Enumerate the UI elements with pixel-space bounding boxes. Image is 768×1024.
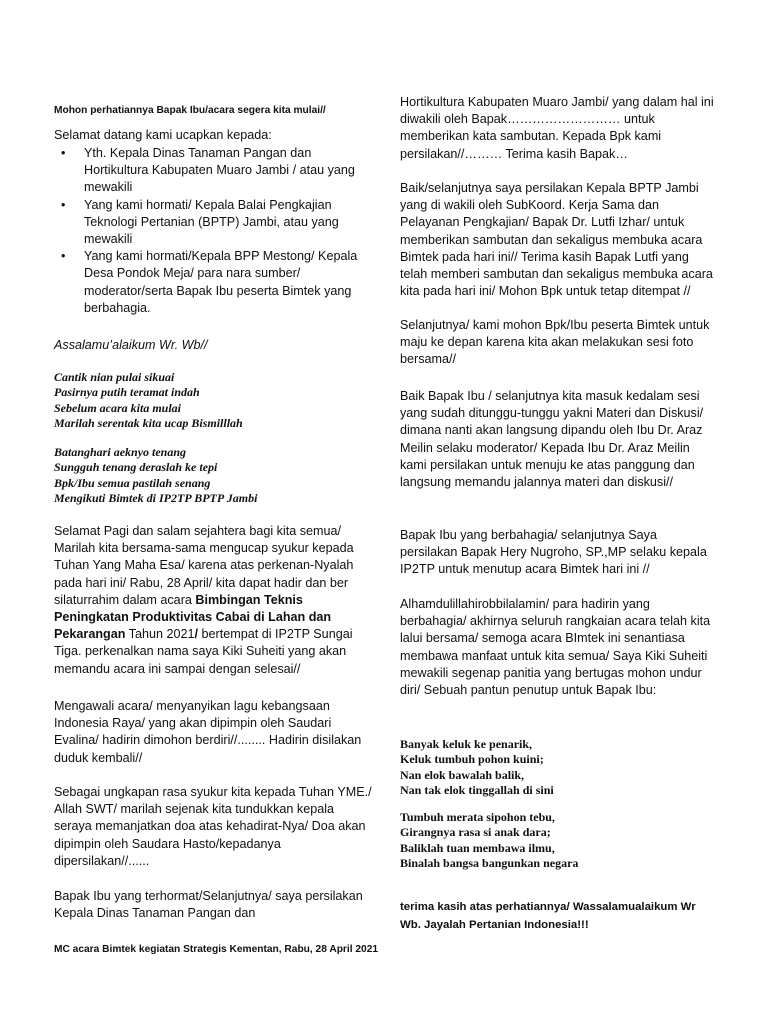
event-year: Tahun 2021 bbox=[125, 627, 195, 642]
pantun-line: Cantik nian pulai sikuai bbox=[54, 370, 175, 384]
pantun-line: Tumbuh merata sipohon tebu, bbox=[400, 810, 555, 824]
pantun-3 bbox=[400, 737, 716, 799]
anthem-paragraph: Mengawali acara/ menyanyikan lagu kebangsaan Indonesia Raya/ yang akan dipimpin oleh Saudari Evalina/ hadirin dimohon berdiri//........ Hadirin disilakan duduk kembali// bbox=[54, 699, 362, 765]
guest-item: • Yang kami hormati/Kepala BPP Mestong/ Kepala Desa Pondok Meja/ para nara sumber/ moderator/serta Bapak Ibu peserta Bimtek yang berbahagia. bbox=[61, 248, 374, 317]
pantun-line: Mengikuti Bimtek di IP2TP BPTP Jambi bbox=[54, 491, 258, 506]
opening-speech-paragraph: Baik/selanjutnya saya persilakan Kepala BPTP Jambi yang di wakili oleh SubKoord. Kerja Sama dan Pelayanan Pengkajian/ Bapak Dr. Lutfi Izhar/ untuk memberikan sambutan dan sekaligus membuka acara Bimtek pada hari ini// Terima kasih Bapak Lutfi yang telah memberi sambutan dan sekaligus membuka acara kita pada hari ini/ Mohon Bpk untuk tetap ditempat // bbox=[400, 181, 713, 299]
salam-text: Assalamu’alaikum Wr. Wb// bbox=[54, 338, 208, 352]
pantun-line: Batanghari aeknyo tenang bbox=[54, 445, 187, 459]
pantun-line: Marilah serentak kita ucap Bismilllah bbox=[54, 416, 243, 431]
pantun-line: Bpk/Ibu semua pastilah senang bbox=[54, 475, 211, 490]
closing-text: terima kasih atas perhatiannya/ Wassalamualaikum Wr Wb. Jayalah Pertanian Indonesia!!! bbox=[400, 901, 696, 931]
photo-session-paragraph: Selanjutnya/ kami mohon Bpk/Ibu peserta Bimtek untuk maju ke depan karena kita akan melakukan sesi foto bersama// bbox=[400, 318, 710, 367]
pantun-line: Sungguh tenang deraslah ke tepi bbox=[54, 460, 218, 475]
guest-list bbox=[54, 145, 374, 317]
pantun-line: Nan tak elok tinggallah di sini bbox=[400, 783, 554, 798]
pantun-line: Binalah bangsa bangunkan negara bbox=[400, 856, 579, 871]
slash: / bbox=[194, 627, 199, 642]
event-title: Bimbingan Teknis Peningkatan Produktivitas Cabai di Lahan dan Pekarangan bbox=[54, 592, 332, 642]
opening-text: Selamat Pagi dan salam sejahtera bagi kita semua/ Marilah kita bersama-sama mengucap syukur kepada Tuhan Yang Maha Esa/ karena atas perkenan-Nyalah pada hari ini/ Rabu, 28 April/ kita dapat hadir dan ber silaturrahim dalam acara bbox=[54, 524, 354, 607]
pantun-line: Banyak keluk ke penarik, bbox=[400, 737, 533, 751]
closing-speech-paragraph: Bapak Ibu yang berbahagia/ selanjutnya Saya persilakan Bapak Hery Nugroho, SP.,MP selaku kepala IP2TP untuk menutup acara Bimtek hari ini // bbox=[400, 528, 707, 577]
prayer-paragraph: Sebagai ungkapan rasa syukur kita kepada Tuhan YME./ Allah SWT/ marilah sejenak kita tundukkan kepala seraya memanjatkan doa atas kehadirat-Nya/ Doa akan dipimpin oleh Saudara Hasto/kepadanya dipersilakan//...... bbox=[54, 785, 372, 868]
opening-text-end: bertempat di IP2TP Sungai Tiga. perkenalkan nama saya Kiki Suheiti yang akan memandu acara ini sampai dengan selesai// bbox=[54, 627, 353, 676]
pantun-line: Keluk tumbuh pohon kuini; bbox=[400, 752, 544, 767]
opening-paragraph bbox=[54, 523, 374, 678]
welcome-speech-paragraph: Hortikultura Kabupaten Muaro Jambi/ yang dalam hal ini diwakili oleh Bapak……………………… untuk memberikan kata sambutan. Kepada Bpk kami persilakan//……… Terima kasih Bapak… bbox=[400, 95, 714, 161]
heading: Mohon perhatiannya Bapak Ibu/acara segera kita mulai// bbox=[54, 105, 326, 117]
pantun-line: Pasirnya putih teramat indah bbox=[54, 385, 200, 400]
pantun-4 bbox=[400, 810, 716, 872]
pantun-line: Girangnya rasa si anak dara; bbox=[400, 825, 551, 840]
footer: MC acara Bimtek kegiatan Strategis Kementan, Rabu, 28 April 2021 bbox=[54, 944, 379, 956]
discussion-paragraph: Baik Bapak Ibu / selanjutnya kita masuk kedalam sesi yang sudah ditunggu-tunggu yakni Materi dan Diskusi/ dimana nanti akan langsung dipandu oleh Ibu Dr. Araz Meilin selaku moderator/ Kepada Ibu Dr. Araz Meilin kami persilakan untuk menuju ke atas panggung dan langsung memandu jalannya materi dan diskusi// bbox=[400, 389, 704, 490]
guest-item: • Yth. Kepala Dinas Tanaman Pangan dan Hortikultura Kabupaten Muaro Jambi / atau yang mewakili bbox=[61, 145, 374, 197]
pantun-line: Sebelum acara kita mulai bbox=[54, 400, 182, 415]
pantun-line: Baliklah tuan membawa ilmu, bbox=[400, 840, 555, 855]
pantun-1 bbox=[54, 370, 374, 432]
welcome-text: Selamat datang kami ucapkan kepada: bbox=[54, 128, 272, 142]
speaker-paragraph: Bapak Ibu yang terhormat/Selanjutnya/ saya persilakan Kepala Dinas Tanaman Pangan dan bbox=[54, 889, 363, 921]
pantun-2 bbox=[54, 445, 374, 507]
farewell-paragraph: Alhamdulillahirobbilalamin/ para hadirin yang berbahagia/ akhirnya seluruh rangkaian acara telah kita lalui bersama/ semoga acara BImtek ini senantiasa membawa manfaat untuk kita semua/ Saya Kiki Suheiti mewakili segenap panitia yang bertugas mohon undur diri/ Sebuah pantun penutup untuk Bapak Ibu: bbox=[400, 597, 711, 698]
pantun-line: Nan elok bawalah balik, bbox=[400, 767, 525, 782]
guest-item: • Yang kami hormati/ Kepala Balai Pengkajian Teknologi Pertanian (BPTP) Jambi, atau yang mewakili bbox=[61, 197, 374, 249]
